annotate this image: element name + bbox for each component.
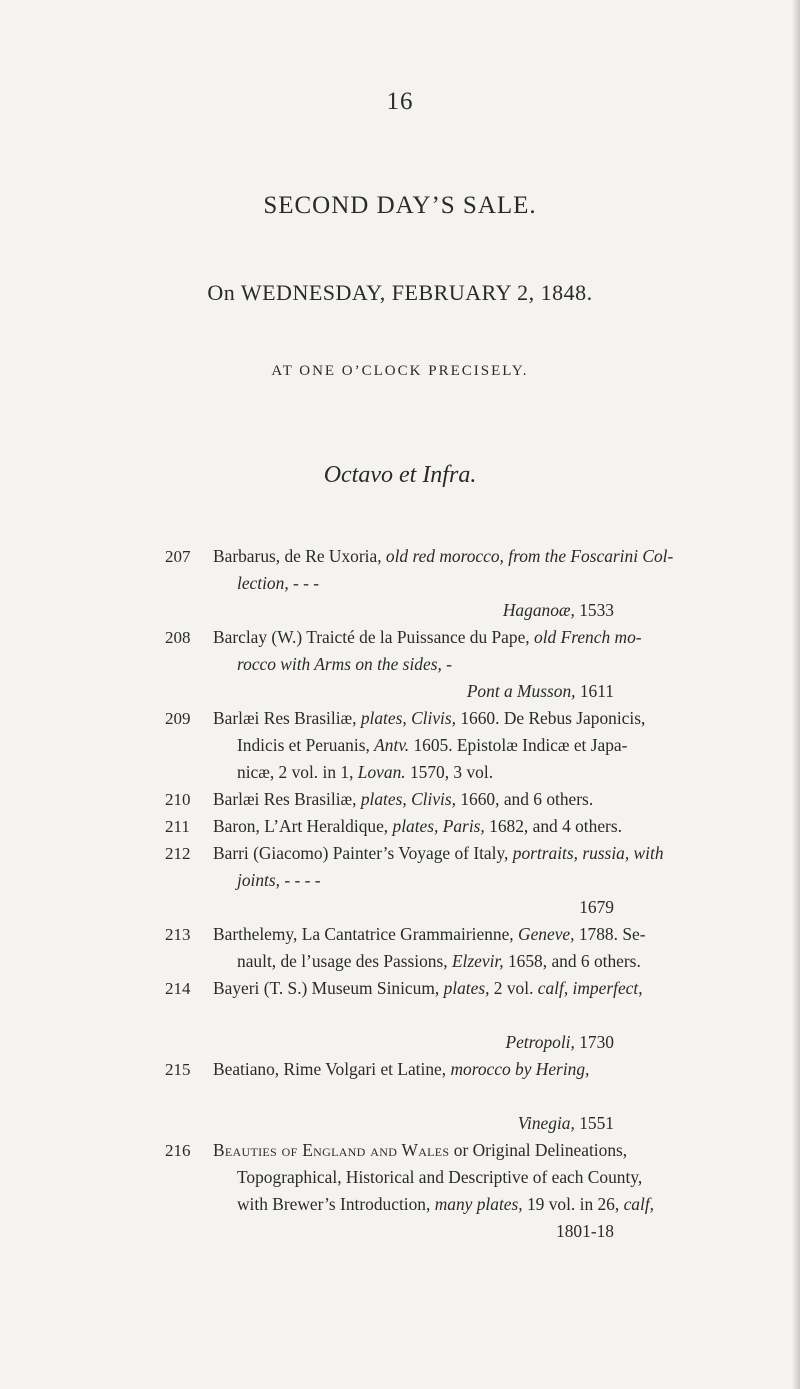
- lot-list: [0, 543, 800, 1245]
- lot-number: 211: [165, 817, 190, 836]
- lot-number: 209: [165, 709, 191, 728]
- lot-entry: [0, 813, 800, 840]
- lot-imprint: [467, 678, 614, 705]
- lot-line: [0, 1002, 800, 1029]
- lot-text: 1605. Epistolæ Indicæ et Japa-: [409, 735, 628, 755]
- lot-text: with Brewer’s Introduction,: [237, 1194, 435, 1214]
- lot-line: [0, 678, 800, 705]
- lot-entry: [0, 1056, 800, 1137]
- lot-line: [0, 1218, 800, 1245]
- lot-text: nicæ, 2 vol. in 1,: [237, 762, 358, 782]
- lot-line: [0, 543, 800, 570]
- lot-text: Indicis et Peruanis,: [237, 735, 375, 755]
- lot-text: 1551: [574, 1113, 614, 1133]
- lot-text: Barri (Giacomo) Painter’s Voyage of Italy,: [213, 843, 513, 863]
- lot-text: Antv.: [374, 735, 410, 755]
- lot-text: 1730: [574, 1032, 614, 1052]
- lot-text: morocco by Hering,: [450, 1059, 590, 1079]
- lot-text: - - - -: [280, 870, 321, 890]
- lot-line: [0, 894, 800, 921]
- lot-text: Barlæi Res Brasiliæ,: [213, 708, 361, 728]
- lot-text: Barbarus, de Re Uxoria,: [213, 546, 386, 566]
- lot-text: 1570, 3 vol.: [405, 762, 494, 782]
- lot-text: Baron, L’Art Heraldique,: [213, 816, 393, 836]
- lot-line: [0, 1164, 800, 1191]
- lot-text: plates, Clivis,: [360, 789, 456, 809]
- lot-text: rocco with Arms on the sides,: [237, 654, 442, 674]
- lot-entry: [0, 624, 800, 705]
- lot-number: 215: [165, 1060, 191, 1079]
- lot-line: [0, 1191, 800, 1218]
- lot-entry: [0, 1137, 800, 1245]
- lot-line: [0, 840, 800, 867]
- lot-text: Lovan.: [357, 762, 406, 782]
- lot-number: 213: [165, 925, 191, 944]
- lot-text: old red morocco, from the Foscarini Col-: [385, 546, 674, 566]
- lot-number: 212: [165, 844, 191, 863]
- lot-text: 1660. De Rebus Japonicis,: [456, 708, 646, 728]
- sale-date: On WEDNESDAY, FEBRUARY 2, 1848.: [207, 280, 593, 305]
- lot-imprint: [556, 1218, 614, 1245]
- lot-number: 214: [165, 979, 191, 998]
- lot-text: or Original Delineations,: [449, 1140, 628, 1160]
- lot-text: 1801-18: [556, 1221, 614, 1241]
- lot-text: 2 vol.: [489, 978, 538, 998]
- lot-imprint: [579, 894, 614, 921]
- lot-text: old French mo-: [534, 627, 642, 647]
- lot-text: 19 vol. in 26,: [522, 1194, 624, 1214]
- lot-line: [0, 786, 800, 813]
- lot-text: Pont a Musson,: [466, 681, 576, 701]
- lot-number: 216: [165, 1141, 191, 1160]
- lot-text: plates, Paris,: [392, 816, 485, 836]
- lot-text: Topographical, Historical and Descriptive of each County,: [237, 1167, 643, 1187]
- lot-number: 208: [165, 628, 191, 647]
- lot-number: 210: [165, 790, 191, 809]
- lot-text: calf, imperfect,: [537, 978, 643, 998]
- lot-line: [0, 948, 800, 975]
- lot-line: [0, 597, 800, 624]
- lot-text: 1788. Se-: [574, 924, 646, 944]
- page-number: 16: [386, 88, 414, 115]
- lot-imprint: [505, 1029, 614, 1056]
- lot-entry: [0, 786, 800, 813]
- lot-text: lection,: [237, 573, 289, 593]
- lot-line: [0, 921, 800, 948]
- sale-title: SECOND DAY’S SALE.: [263, 192, 537, 219]
- lot-text: -: [441, 654, 452, 674]
- lot-line: [0, 759, 800, 786]
- lot-text: joints,: [237, 870, 281, 890]
- lot-text: Barlæi Res Brasiliæ,: [213, 789, 361, 809]
- lot-text: Beatiano, Rime Volgari et Latine,: [213, 1059, 451, 1079]
- lot-text: portraits, russia, with: [512, 843, 664, 863]
- lot-entry: [0, 705, 800, 786]
- lot-line: [0, 1083, 800, 1110]
- lot-text: Beauties of England and Wales: [213, 1140, 450, 1160]
- lot-text: nault, de l’usage des Passions,: [237, 951, 452, 971]
- lot-line: [0, 1110, 800, 1137]
- lot-text: Geneve,: [518, 924, 575, 944]
- lot-entry: [0, 543, 800, 624]
- lot-text: 1611: [575, 681, 614, 701]
- lot-line: [0, 867, 800, 894]
- lot-text: 1679: [579, 897, 614, 917]
- lot-text: Haganoæ,: [502, 600, 575, 620]
- lot-line: [0, 1056, 800, 1083]
- lot-line: [0, 570, 800, 597]
- lot-text: 1533: [574, 600, 614, 620]
- lot-text: 1660, and 6 others.: [456, 789, 594, 809]
- lot-imprint: [503, 597, 614, 624]
- lot-line: [0, 651, 800, 678]
- lot-line: [0, 624, 800, 651]
- lot-entry: [0, 975, 800, 1056]
- sale-time: AT ONE O’CLOCK PRECISELY.: [271, 363, 529, 379]
- lot-line: [0, 975, 800, 1002]
- lot-line: [0, 813, 800, 840]
- lot-text: plates, Clivis,: [360, 708, 456, 728]
- lot-line: [0, 1029, 800, 1056]
- lot-text: calf,: [623, 1194, 655, 1214]
- lot-entry: [0, 921, 800, 975]
- lot-text: Petropoli,: [505, 1032, 575, 1052]
- lot-number: 207: [165, 547, 191, 566]
- lot-line: [0, 732, 800, 759]
- lot-imprint: [518, 1110, 614, 1137]
- lot-text: Elzevir,: [451, 951, 504, 971]
- lot-text: - - -: [288, 573, 320, 593]
- lot-text: 1682, and 4 others.: [484, 816, 622, 836]
- lot-text: 1658, and 6 others.: [503, 951, 641, 971]
- section-heading: Octavo et Infra.: [323, 462, 477, 488]
- lot-line: [0, 1137, 800, 1164]
- lot-text: Barclay (W.) Traicté de la Puissance du Pape,: [213, 627, 535, 647]
- lot-text: Barthelemy, La Cantatrice Grammairienne,: [213, 924, 519, 944]
- lot-text: plates,: [443, 978, 490, 998]
- lot-line: [0, 705, 800, 732]
- lot-text: Bayeri (T. S.) Museum Sinicum,: [213, 978, 444, 998]
- lot-entry: [0, 840, 800, 921]
- lot-text: Vinegia,: [517, 1113, 575, 1133]
- lot-text: many plates,: [434, 1194, 523, 1214]
